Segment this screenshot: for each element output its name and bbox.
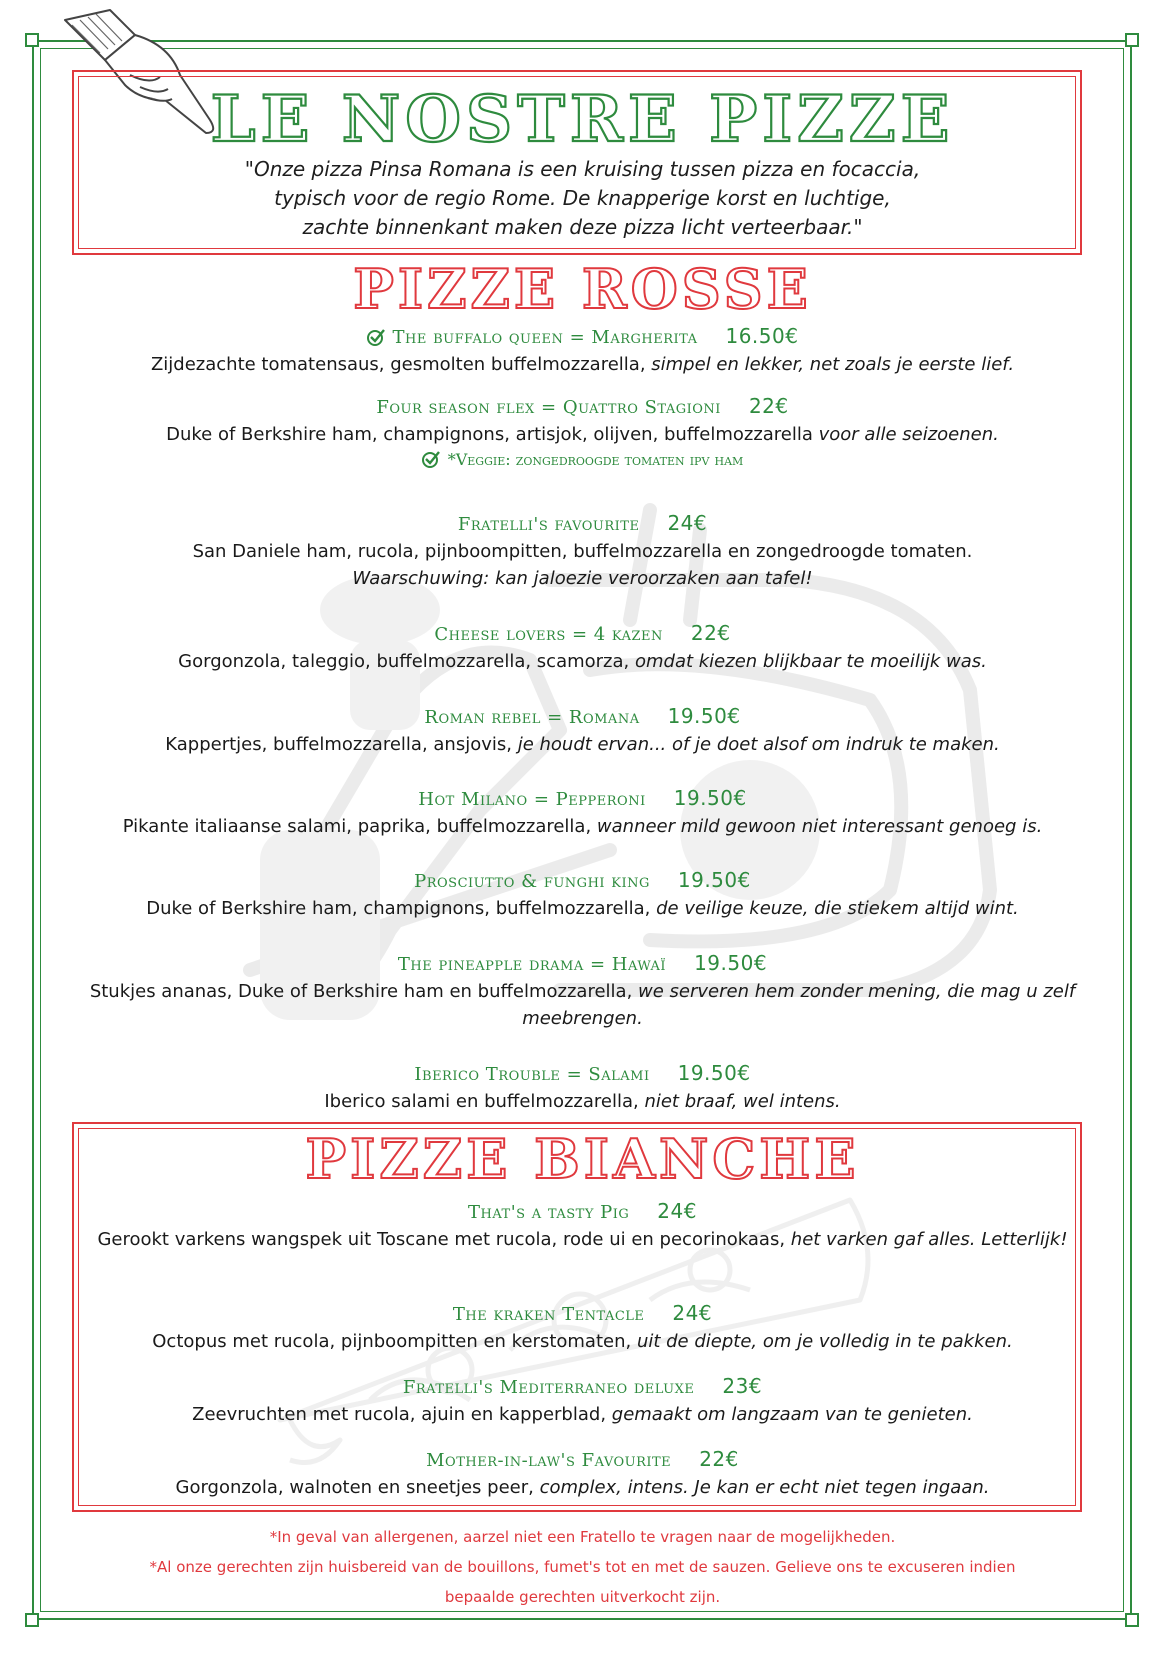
menu-item-head: [50, 323, 1115, 351]
menu-item-head: [50, 1373, 1115, 1401]
quote-line: "Onze pizza Pinsa Romana is een kruising tussen pizza en focaccia,: [244, 157, 921, 181]
veggie-check-icon: [422, 450, 440, 468]
menu-item-desc: Stukjes ananas, Duke of Berkshire ham en buffelmozzarella, we serveren hem zonder mening, die mag u zelf meebrengen.: [89, 981, 1076, 1029]
frame-corner: [1125, 1613, 1139, 1627]
menu-item-head: [50, 1060, 1115, 1088]
menu-item-name: Iberico Trouble = Salami: [414, 1064, 650, 1085]
menu-item-name: Fratelli's Mediterraneo deluxe: [402, 1377, 695, 1398]
menu-item: [50, 867, 1115, 922]
menu-item-name: The buffalo queen = Margherita: [392, 327, 698, 348]
footnote-homemade: *Al onze gerechten zijn huisbereid van de bouillons, fumet's tot en met de sauzen. Gelieve ons te excuseren indien: [149, 1558, 1016, 1576]
menu-item-name: That's a tasty Pig: [468, 1202, 630, 1223]
menu-item: [50, 785, 1115, 840]
menu-item-price: 19.50€: [694, 951, 768, 975]
menu-item-name: The kraken Tentacle: [452, 1304, 645, 1325]
footnote-soldout: bepaalde gerechten uitverkocht zijn.: [444, 1588, 721, 1606]
menu-item-name: Cheese lovers = 4 kazen: [434, 624, 663, 645]
menu-item-head: [50, 620, 1115, 648]
frame-corner: [1125, 33, 1139, 47]
menu-item-name: Mother-in-law's Favourite: [426, 1450, 672, 1471]
menu-item-desc: Iberico salami en buffelmozzarella, niet braaf, wel intens.: [324, 1091, 841, 1112]
veggie-note: *Veggie: zongedroogde tomaten ipv ham: [50, 448, 1115, 472]
menu-item-price: 19.50€: [667, 704, 741, 728]
menu-item-desc: Gerookt varkens wangspek uit Toscane met rucola, rode ui en pecorinokaas, het varken gaf alles. Letterlijk!: [97, 1229, 1068, 1250]
menu-item-desc: San Daniele ham, rucola, pijnboompitten, buffelmozzarella en zongedroogde tomaten. Waarschuwing: kan jaloezie veroorzaken aan tafel!: [192, 541, 973, 589]
menu-item: [50, 703, 1115, 758]
frame-corner: [25, 33, 39, 47]
menu-item-head: [50, 510, 1115, 538]
menu-item-head: [50, 1198, 1115, 1226]
menu-item-head: [50, 867, 1115, 895]
menu-item-desc: Gorgonzola, taleggio, buffelmozzarella, scamorza, omdat kiezen blijkbaar te moeilijk was.: [178, 651, 987, 672]
menu-item: [50, 1060, 1115, 1115]
veggie-check-icon: [367, 328, 385, 346]
menu-item: [50, 510, 1115, 592]
menu-item-price: 19.50€: [673, 786, 747, 810]
menu-item-price: 16.50€: [725, 324, 799, 348]
menu-item-desc: Duke of Berkshire ham, champignons, buffelmozzarella, de veilige keuze, die stiekem altijd wint.: [146, 898, 1019, 919]
menu-item-head: [50, 785, 1115, 813]
menu-item-head: [50, 1300, 1115, 1328]
quote-line: zachte binnenkant maken deze pizza licht verteerbaar.": [302, 215, 863, 239]
menu-item-name: Prosciutto & funghi king: [414, 871, 650, 892]
menu-item-price: 24€: [667, 511, 708, 535]
quote-line: typisch voor de regio Rome. De knapperige korst en luchtige,: [274, 186, 891, 210]
menu-item: [50, 1300, 1115, 1355]
menu-item: [50, 620, 1115, 675]
menu-item-price: 22€: [699, 1447, 739, 1471]
menu-item-name: The pineapple drama = Hawaï: [397, 954, 667, 975]
menu-item-head: [50, 703, 1115, 731]
menu-item-price: 22€: [748, 394, 789, 418]
menu-item-price: 24€: [657, 1199, 697, 1223]
menu-item-desc: Zeevruchten met rucola, ajuin en kapperblad, gemaakt om langzaam van te genieten.: [192, 1404, 973, 1425]
menu-item-name: Four season flex = Quattro Stagioni: [376, 397, 721, 418]
intro-quote: [110, 155, 1055, 242]
menu-item: [50, 1446, 1115, 1501]
menu-item-desc: Kappertjes, buffelmozzarella, ansjovis, je houdt ervan... of je doet alsof om indruk te maken.: [165, 734, 1000, 755]
menu-item-head: [50, 950, 1115, 978]
menu-item-desc: Octopus met rucola, pijnboompitten en kerstomaten, uit de diepte, om je volledig in te pakken.: [152, 1331, 1013, 1352]
menu-item-desc: Pikante italiaanse salami, paprika, buffelmozzarella, wanneer mild gewoon niet interessant genoeg is.: [122, 816, 1043, 837]
menu-item-price: 24€: [672, 1301, 713, 1325]
menu-item-price: 23€: [722, 1374, 763, 1398]
section-title-bianche: PIZZE BIANCHE: [305, 1127, 860, 1191]
frame-corner: [25, 1613, 39, 1627]
menu-item: [50, 323, 1115, 378]
menu-item: [50, 950, 1115, 1032]
page-title: LE NOSTRE PIZZE: [210, 82, 955, 157]
menu-item-name: Fratelli's favourite: [457, 514, 640, 535]
menu-item-price: 19.50€: [677, 1061, 751, 1085]
menu-item: [50, 1198, 1115, 1253]
menu-item-desc: Gorgonzola, walnoten en sneetjes peer, complex, intens. Je kan er echt niet tegen ingaan.: [175, 1477, 990, 1498]
menu-item: [50, 393, 1115, 472]
section-title-rosse: PIZZE ROSSE: [353, 257, 812, 321]
menu-item-price: 19.50€: [677, 868, 751, 892]
menu-item-price: 22€: [690, 621, 731, 645]
menu-item-head: [50, 1446, 1115, 1474]
menu-item-name: Hot Milano = Pepperoni: [418, 789, 646, 810]
menu-item: [50, 1373, 1115, 1428]
menu-item-head: [50, 393, 1115, 421]
menu-item-name: Roman rebel = Romana: [424, 707, 640, 728]
menu-item-desc: Duke of Berkshire ham, champignons, artisjok, olijven, buffelmozzarella voor alle seizoenen.: [166, 424, 999, 445]
menu-item-desc: Zijdezachte tomatensaus, gesmolten buffelmozzarella, simpel en lekker, net zoals je eerste lief.: [150, 354, 1015, 375]
footnote-allergens: *In geval van allergenen, aarzel niet een Fratello te vragen naar de mogelijkheden.: [269, 1528, 896, 1546]
